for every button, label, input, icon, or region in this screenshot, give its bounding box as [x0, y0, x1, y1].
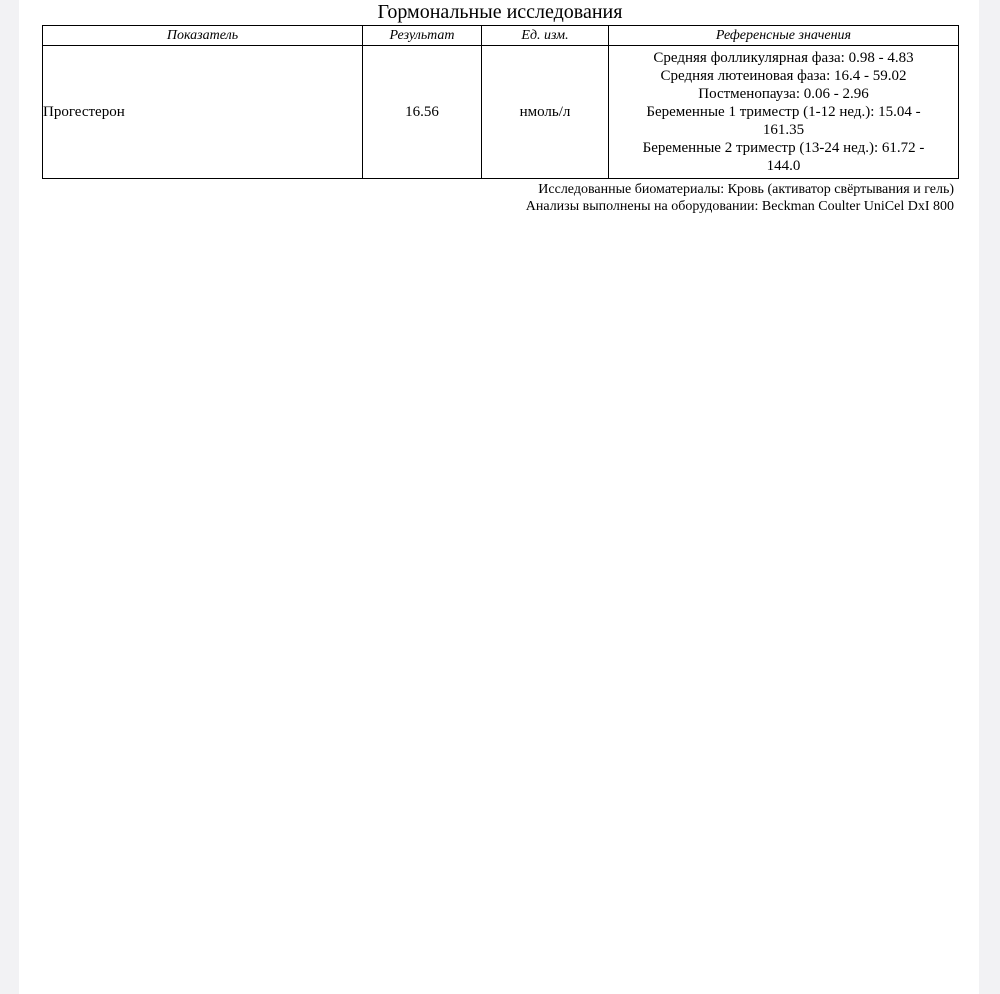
reference-line: Беременные 1 триместр (1-12 нед.): 15.04 -	[646, 104, 921, 120]
header-result: Результат	[363, 26, 482, 46]
indicator-cell: Прогестерон	[43, 46, 363, 179]
header-reference: Референсные значения	[609, 26, 959, 46]
table-header-row	[43, 26, 959, 46]
reference-cell	[609, 46, 959, 179]
reference-line: 161.35	[762, 122, 805, 138]
header-unit: Ед. изм.	[482, 26, 609, 46]
equipment-note: Анализы выполнены на оборудовании: Beckman Coulter UniCel DxI 800	[525, 199, 954, 214]
reference-line: Беременные 2 триместр (13-24 нед.): 61.72 -	[642, 140, 925, 156]
reference-line: 144.0	[766, 158, 801, 174]
reference-line: Средняя фолликулярная фаза: 0.98 - 4.83	[653, 50, 914, 66]
biomaterials-note: Исследованные биоматериалы: Кровь (активатор свёртывания и гель)	[538, 182, 954, 197]
reference-line: Средняя лютеиновая фаза: 16.4 - 59.02	[660, 68, 907, 84]
page-title: Гормональные исследования	[377, 1, 623, 23]
footer-notes	[526, 181, 954, 215]
reference-line: Постменопауза: 0.06 - 2.96	[698, 86, 869, 102]
results-table	[42, 25, 959, 179]
unit-cell: нмоль/л	[482, 46, 609, 179]
result-cell: 16.56	[363, 46, 482, 179]
header-indicator: Показатель	[43, 26, 363, 46]
table-row	[43, 46, 959, 179]
